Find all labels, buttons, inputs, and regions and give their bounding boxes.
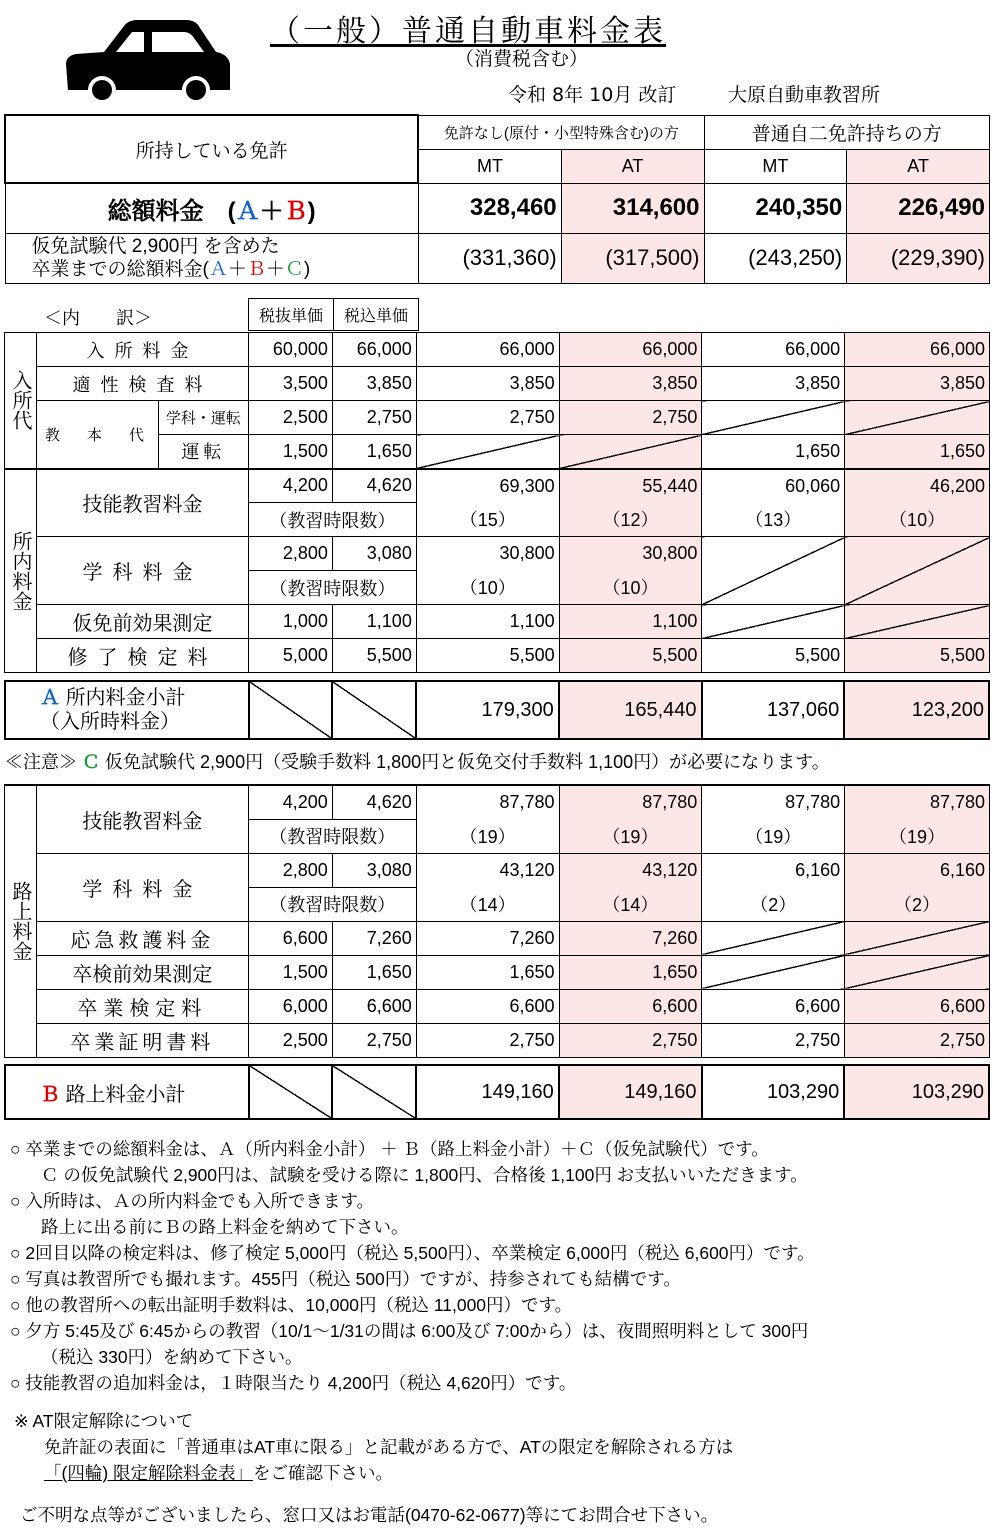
fee-value: 1,100: [416, 605, 559, 639]
hours-value: （13）: [702, 503, 845, 537]
taxin-price: 1,100: [332, 605, 416, 639]
at-release-body: [44, 1434, 733, 1486]
total-value: 328,460: [418, 183, 561, 233]
taxin-price: 3,850: [332, 367, 416, 401]
hours-value: （15）: [416, 503, 559, 537]
not-applicable-cell: [416, 435, 559, 469]
note-item: （税込 330円）を納めて下さい。: [41, 1347, 303, 1367]
fee-value: 6,160: [702, 853, 845, 887]
row-label: 応急救護料金: [36, 921, 248, 955]
taxin-price: 1,650: [332, 435, 416, 469]
fee-value: 2,750: [559, 401, 702, 435]
subtotal-value: 137,060: [702, 681, 845, 739]
grad-total-label: 仮免試験代 2,900円 を含めた 卒業までの総額料金(Ａ＋Ｂ＋Ｃ): [5, 233, 418, 283]
taxin-price: 5,500: [332, 639, 416, 673]
col-mt: MT: [418, 149, 561, 183]
pretax-price: 60,000: [248, 333, 332, 367]
row-label: 技能教習料金: [36, 469, 248, 537]
fee-value: 55,440: [559, 469, 702, 503]
fee-value: 66,000: [702, 333, 845, 367]
fee-value: 87,780: [416, 785, 559, 819]
taxin-price: 1,650: [332, 955, 416, 989]
subtotal-value: 149,160: [559, 1065, 702, 1119]
grad-total-value: (229,390): [847, 233, 990, 283]
col-at: AT: [561, 149, 704, 183]
not-applicable-cell: [249, 1065, 333, 1119]
page-title: （一般）普通自動車料金表: [270, 14, 666, 49]
fee-value: 2,750: [845, 1023, 990, 1057]
fee-value: 6,600: [845, 989, 990, 1023]
note-item: 路上に出る前にＢの路上料金を納めて下さい。: [41, 1217, 409, 1237]
taxin-price: 66,000: [332, 333, 416, 367]
not-applicable-cell: [559, 435, 702, 469]
hours-label: （教習時限数）: [248, 819, 416, 853]
hours-value: （2）: [845, 887, 990, 921]
fee-value: 3,850: [416, 367, 559, 401]
pretax-price: 2,500: [248, 401, 332, 435]
fee-value: 5,500: [845, 639, 990, 673]
pretax-price: 6,600: [248, 921, 332, 955]
at-release-line: をご確認下さい。: [253, 1463, 394, 1483]
fee-value: 5,500: [416, 639, 559, 673]
fee-value: 1,650: [559, 955, 702, 989]
hours-value: （14）: [559, 887, 702, 921]
taxin-price: 7,260: [332, 921, 416, 955]
fee-value: 87,780: [845, 785, 990, 819]
not-applicable-cell: [332, 1065, 416, 1119]
grad-total-value: (243,250): [704, 233, 847, 283]
car-icon: [58, 12, 238, 104]
school-name: 大原自動車教習所: [728, 84, 881, 106]
row-label: 学科・運転: [158, 401, 248, 435]
subtotal-a-label: Ａ 所内料金小計 （入所時料金）: [5, 681, 249, 739]
fee-value: 1,100: [559, 605, 702, 639]
total-value: 226,490: [847, 183, 990, 233]
road-fee-table: [4, 784, 990, 1058]
row-label: 技能教習料金: [36, 785, 248, 853]
hours-value: （12）: [559, 503, 702, 537]
fee-value: 69,300: [416, 469, 559, 503]
fee-value: 3,850: [559, 367, 702, 401]
row-label: 運転: [158, 435, 248, 469]
row-label: 仮免前効果測定: [36, 605, 248, 639]
subtotal-value: 165,440: [559, 681, 702, 739]
at-release-line: 免許証の表面に「普通車はAT車に限る」と記載がある方で、ATの限定を解除される方は: [44, 1437, 734, 1457]
fee-value: 6,600: [416, 989, 559, 1023]
not-applicable-cell: [702, 401, 845, 435]
subtotal-value: 103,290: [702, 1065, 845, 1119]
pretax-price: 5,000: [248, 639, 332, 673]
fee-value: 1,650: [845, 435, 990, 469]
col-mt: MT: [704, 149, 847, 183]
taxin-price: 4,620: [332, 785, 416, 819]
note-item: ○ 技能教習の追加料金は，１時限当たり 4,200円（税込 4,620円）です。: [10, 1373, 577, 1393]
fee-value: 66,000: [559, 333, 702, 367]
page-subtitle: （消費税含む）: [455, 48, 589, 70]
pretax-price: 2,500: [248, 1023, 332, 1057]
pretax-price: 1,500: [248, 955, 332, 989]
license-label: 所持している免許: [5, 115, 418, 183]
not-applicable-cell: [845, 401, 990, 435]
total-value: 240,350: [704, 183, 847, 233]
fee-value: 1,650: [702, 435, 845, 469]
section-road: 路上料金: [5, 785, 37, 1057]
note-item: Ｃ の仮免試験代 2,900円は、試験を受ける際に 1,800円、合格後 1,100円 お支払いいただきます。: [41, 1165, 808, 1185]
subtotal-value: 103,290: [844, 1065, 989, 1119]
not-applicable-cell: [845, 537, 990, 605]
fee-value: 7,260: [416, 921, 559, 955]
pretax-price: 3,500: [248, 367, 332, 401]
grad-total-value: (317,500): [561, 233, 704, 283]
not-applicable-cell: [845, 605, 990, 639]
fee-value: 30,800: [416, 537, 559, 571]
subtotal-value: 123,200: [844, 681, 989, 739]
fee-value: 66,000: [416, 333, 559, 367]
contact-note: ご不明な点等がございましたら、窓口又はお電話(0470-62-0677)等にてお問合せ下さい。: [20, 1505, 719, 1525]
note-item: ○ 夕方 5:45及び 6:45からの教習（10/1～1/31の間は 6:00及び 7:00から）は、夜間照明料として 300円: [10, 1321, 809, 1341]
pretax-price: 1,500: [248, 435, 332, 469]
revision-date: 令和 8年 10月 改訂: [508, 84, 677, 106]
row-label: 卒業証明書料: [36, 1023, 248, 1057]
not-applicable-cell: [332, 681, 416, 739]
pretax-price: 6,000: [248, 989, 332, 1023]
note-item: ○ 卒業までの総額料金は、Ａ（所内料金小計） ＋ Ｂ（路上料金小計）＋Ｃ（仮免試験代）です。: [10, 1139, 769, 1159]
taxin-price: 2,750: [332, 401, 416, 435]
fee-value: 87,780: [702, 785, 845, 819]
hours-value: （19）: [702, 819, 845, 853]
group-motorcycle: 普通自二免許持ちの方: [704, 115, 989, 149]
course-fee-table: [4, 332, 990, 673]
fee-value: 3,850: [702, 367, 845, 401]
subtotal-value: 179,300: [416, 681, 559, 739]
taxin-price: 3,080: [332, 853, 416, 887]
col-pretax: 税抜単価: [249, 299, 334, 331]
pretax-price: 4,200: [248, 785, 332, 819]
row-label: 修了検定料: [36, 639, 248, 673]
total-value: 314,600: [561, 183, 704, 233]
section-entry: 入所代: [5, 333, 37, 469]
note-item: ○ 入所時は、Ａの所内料金でも入所できます。: [10, 1191, 375, 1211]
fee-value: 2,750: [702, 1023, 845, 1057]
taxin-price: 3,080: [332, 537, 416, 571]
hours-label: （教習時限数）: [248, 503, 416, 537]
hours-value: （10）: [416, 571, 559, 605]
taxin-price: 4,620: [332, 469, 416, 503]
row-label: 卒検前効果測定: [36, 955, 248, 989]
hours-label: （教習時限数）: [248, 571, 416, 605]
fee-value: 43,120: [559, 853, 702, 887]
fee-value: 87,780: [559, 785, 702, 819]
row-label: 入所料金: [36, 333, 248, 367]
row-label: 学科料金: [36, 537, 248, 605]
not-applicable-cell: [249, 681, 333, 739]
summary-table: [4, 114, 990, 284]
unit-price-header: [248, 298, 419, 331]
pretax-price: 1,000: [248, 605, 332, 639]
fee-value: 3,850: [845, 367, 990, 401]
breakdown-label: ＜内 訳＞: [44, 308, 152, 328]
subtotal-value: 149,160: [416, 1065, 559, 1119]
hours-value: （19）: [845, 819, 990, 853]
hours-value: （14）: [416, 887, 559, 921]
not-applicable-cell: [702, 955, 845, 989]
group-no-license: 免許なし(原付・小型特殊含む)の方: [418, 115, 704, 149]
pretax-price: 4,200: [248, 469, 332, 503]
col-at: AT: [847, 149, 990, 183]
note-item: ○ 2回目以降の検定料は、修了検定 5,000円（税込 5,500円）、卒業検定 6,000円（税込 6,600円）です。: [10, 1243, 815, 1263]
fee-value: 43,120: [416, 853, 559, 887]
section-course: 所内料金: [5, 469, 37, 673]
hours-value: （10）: [559, 571, 702, 605]
not-applicable-cell: [702, 537, 845, 605]
subtotal-a-table: [4, 680, 990, 740]
note-item: ○ 写真は教習所でも撮れます。455円（税込 500円）ですが、持参されても結構です。: [10, 1269, 681, 1289]
row-label: 適性検査料: [36, 367, 248, 401]
fee-value: 66,000: [845, 333, 990, 367]
not-applicable-cell: [702, 921, 845, 955]
subtotal-b-table: [4, 1064, 990, 1120]
hours-value: （10）: [845, 503, 990, 537]
caution-note: ≪注意≫ Ｃ 仮免試験代 2,900円（受験手数料 1,800円と仮免交付手数料 1,100円）が必要になります。: [5, 752, 830, 772]
fee-value: 30,800: [559, 537, 702, 571]
row-label: 卒業検定料: [36, 989, 248, 1023]
note-item: ○ 他の教習所への転出証明手数料は、10,000円（税込 11,000円）です。: [10, 1295, 573, 1315]
hours-value: （19）: [416, 819, 559, 853]
not-applicable-cell: [702, 605, 845, 639]
textbook-label: 教 本 代: [36, 401, 158, 469]
fee-value: 5,500: [702, 639, 845, 673]
at-release-title: ※ AT限定解除について: [14, 1411, 194, 1431]
not-applicable-cell: [845, 921, 990, 955]
pretax-price: 2,800: [248, 537, 332, 571]
pretax-price: 2,800: [248, 853, 332, 887]
fee-value: 2,750: [416, 401, 559, 435]
notes-list: [10, 1136, 980, 1396]
taxin-price: 2,750: [332, 1023, 416, 1057]
fee-value: 7,260: [559, 921, 702, 955]
limit-release-fee-link[interactable]: 「(四輪) 限定解除料金表」: [44, 1463, 254, 1483]
hours-label: （教習時限数）: [248, 887, 416, 921]
row-label: 学科料金: [36, 853, 248, 921]
col-taxin: 税込単価: [334, 299, 419, 331]
not-applicable-cell: [845, 955, 990, 989]
hours-value: （19）: [559, 819, 702, 853]
hours-value: （2）: [702, 887, 845, 921]
fee-value: 6,160: [845, 853, 990, 887]
fee-value: 6,600: [559, 989, 702, 1023]
fee-value: 60,060: [702, 469, 845, 503]
fee-value: 2,750: [416, 1023, 559, 1057]
taxin-price: 6,600: [332, 989, 416, 1023]
fee-value: 5,500: [559, 639, 702, 673]
fee-value: 46,200: [845, 469, 990, 503]
fee-value: 6,600: [702, 989, 845, 1023]
fee-value: 1,650: [416, 955, 559, 989]
grad-total-value: (331,360): [418, 233, 561, 283]
subtotal-b-label: Ｂ 路上料金小計: [5, 1065, 249, 1119]
fee-value: 2,750: [559, 1023, 702, 1057]
total-label: 総額料金 (Ａ＋Ｂ): [5, 183, 418, 233]
